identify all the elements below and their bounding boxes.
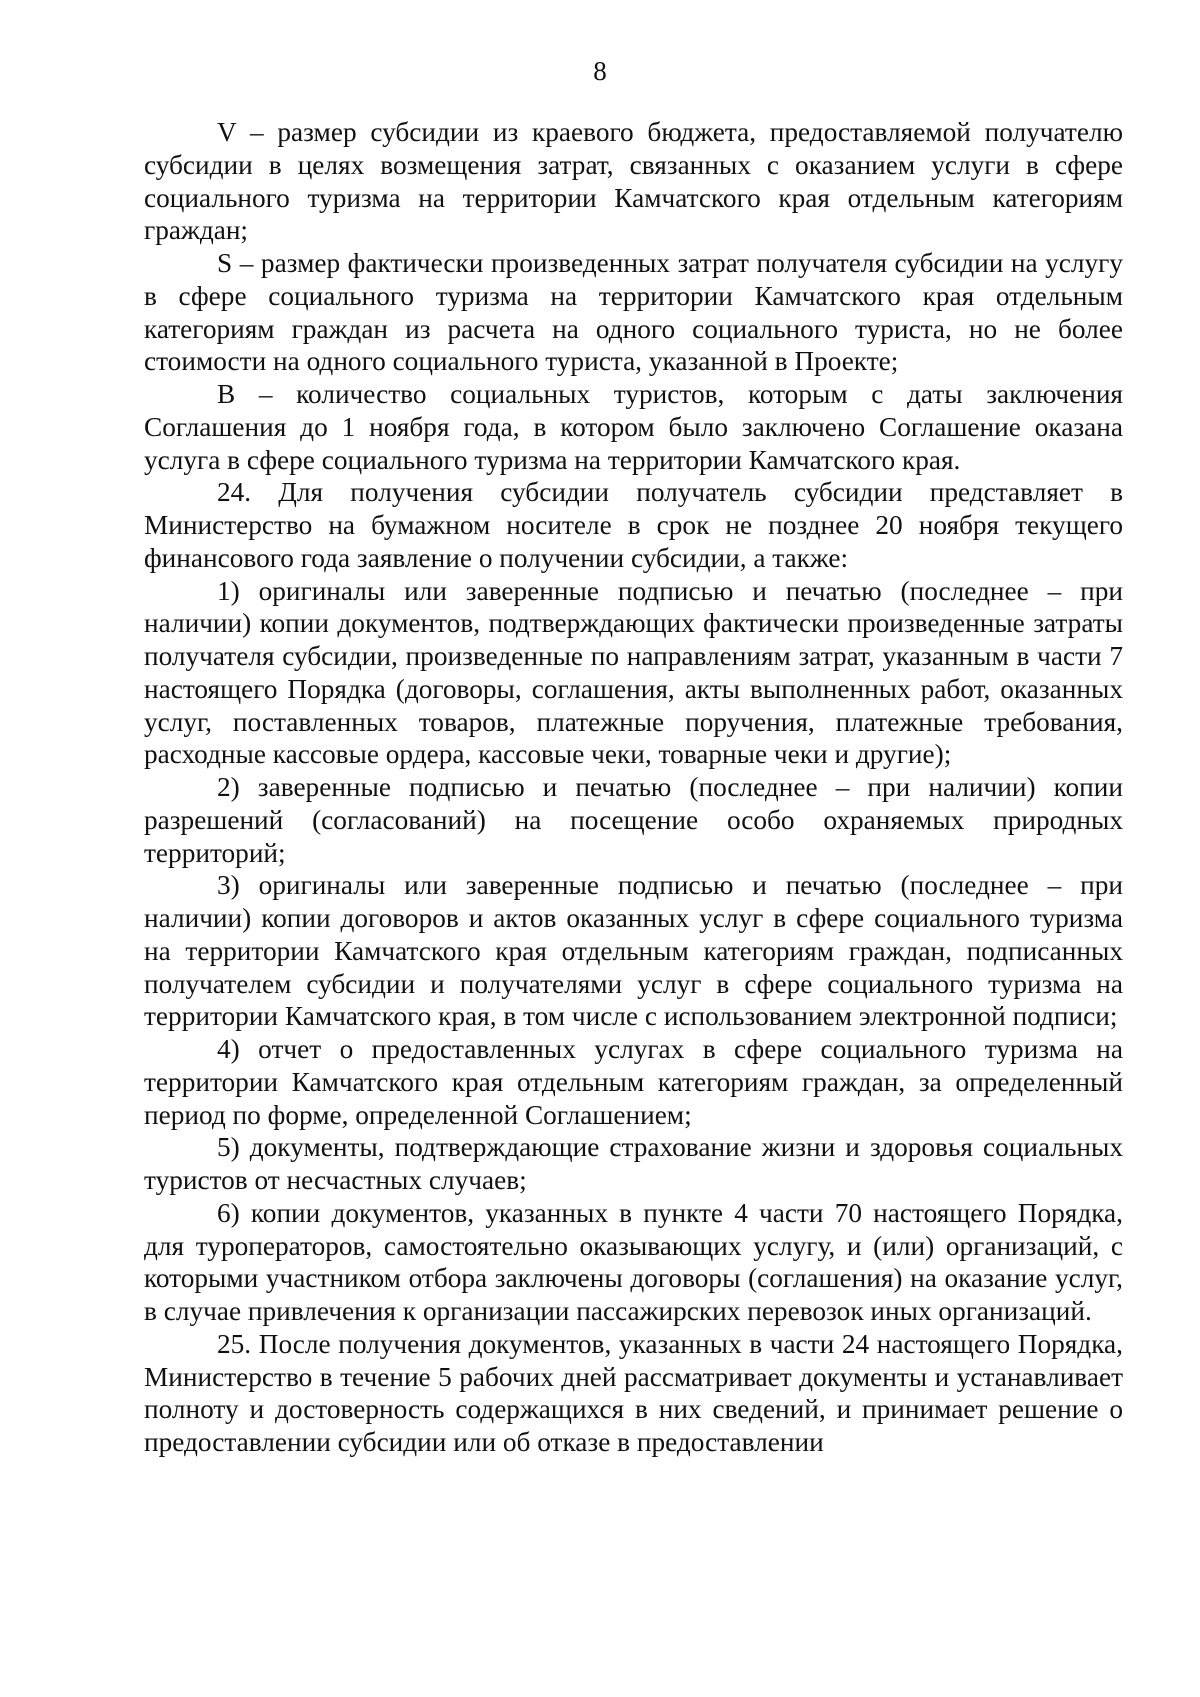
paragraph-item-2: 2) заверенные подписью и печатью (последнее – при наличии) копии разрешений (согласований) на посещение особо охраняемых природных территорий;	[144, 772, 1123, 868]
paragraph-item-4: 4) отчет о предоставленных услугах в сфере социального туризма на территории Камчатского края отдельным категориям граждан, за определенный период по форме, определенной Соглашением;	[144, 1034, 1123, 1130]
document-body	[144, 116, 1123, 1459]
paragraph-item-3: 3) оригиналы или заверенные подписью и печатью (последнее – при наличии) копии договоров и актов оказанных услуг в сфере социального туризма на территории Камчатского края отдельным категориям граждан, подписанных получателем субсидии и получателями услуг в сфере социального туризма на территории Камчатского края, в том числе с использованием электронной подписи;	[144, 870, 1123, 1032]
paragraph-clause-25: 25. После получения документов, указанных в части 24 настоящего Порядка, Министерство в течение 5 рабочих дней рассматривает документы и устанавливает полноту и достоверность содержащихся в них сведений, и принимает решение о предоставлении субсидии или об отказе в предоставлении	[144, 1328, 1123, 1457]
paragraph-item-5: 5) документы, подтверждающие страхование жизни и здоровья социальных туристов от несчастных случаев;	[144, 1132, 1123, 1195]
paragraph-clause-24: 24. Для получения субсидии получатель субсидии представляет в Министерство на бумажном носителе в срок не позднее 20 ноября текущего финансового года заявление о получении субсидии, а также:	[144, 477, 1123, 573]
paragraph-definition-s: S – размер фактически произведенных затрат получателя субсидии на услугу в сфере социального туризма на территории Камчатского края отдельным категориям граждан из расчета на одного социального туриста, но не более стоимости на одного социального туриста, указанной в Проекте;	[144, 248, 1123, 377]
paragraph-item-6: 6) копии документов, указанных в пункте 4 части 70 настоящего Порядка, для туроператоров, самостоятельно оказывающих услугу, и (или) организаций, с которыми участником отбора заключены договоры (соглашения) на оказание услуг, в случае привлечения к организации пассажирских перевозок иных организаций.	[144, 1197, 1123, 1326]
paragraph-definition-v: V – размер субсидии из краевого бюджета, предоставляемой получателю субсидии в целях возмещения затрат, связанных с оказанием услуги в сфере социального туризма на территории Камчатского края отдельным категориям граждан;	[144, 117, 1123, 246]
page-number: 8	[593, 56, 607, 86]
paragraph-item-1: 1) оригиналы или заверенные подписью и печатью (последнее – при наличии) копии документов, подтверждающих фактически произведенные затраты получателя субсидии, произведенные по направлениям затрат, указанным в части 7 настоящего Порядка (договоры, соглашения, акты выполненных работ, оказанных услуг, поставленных товаров, платежные поручения, платежные требования, расходные кассовые ордера, кассовые чеки, товарные чеки и другие);	[144, 575, 1123, 770]
paragraph-definition-b: B – количество социальных туристов, которым с даты заключения Соглашения до 1 ноября года, в котором было заключено Соглашение оказана услуга в сфере социального туризма на территории Камчатского края.	[144, 379, 1123, 475]
